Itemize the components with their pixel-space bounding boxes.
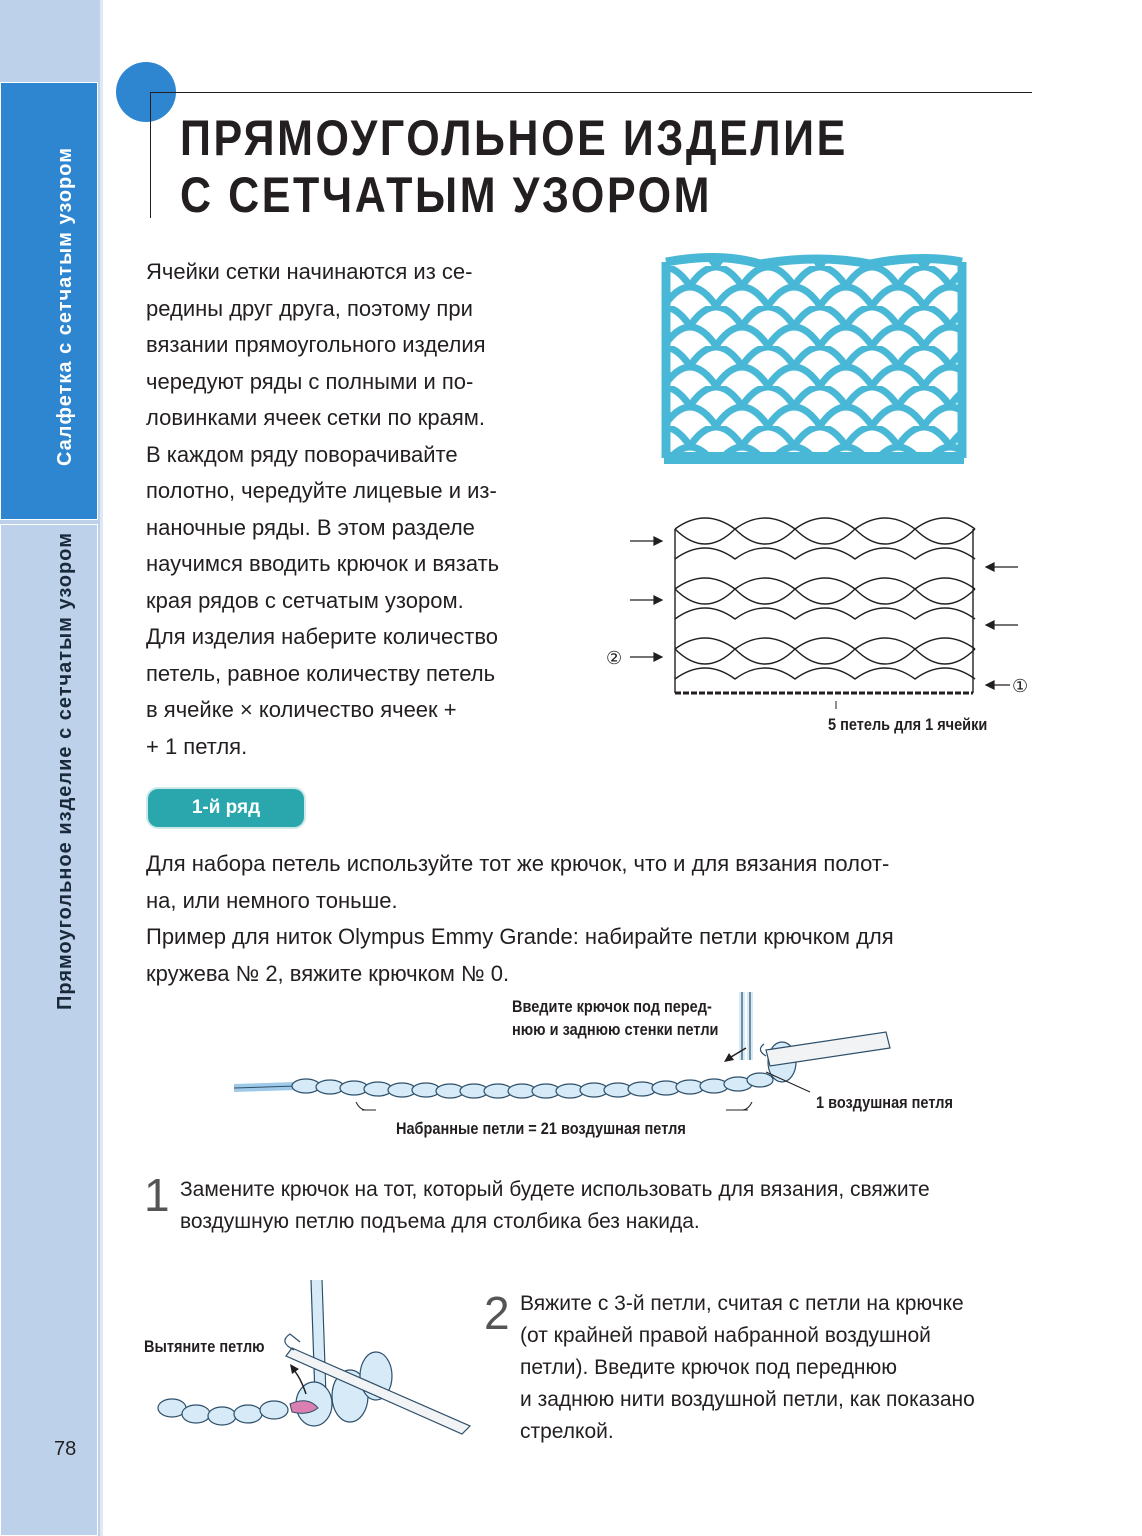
chart-marker-row-2: ②	[606, 648, 623, 669]
section-tab-active[interactable]	[0, 82, 98, 520]
step-2-number: 2	[484, 1287, 510, 1339]
section-tab-current[interactable]	[0, 524, 98, 1536]
intro-line: края рядов с сетчатым узором.	[146, 587, 464, 613]
label-one-chain: 1 воздушная петля	[816, 1094, 953, 1112]
section-tab-label-bottom: Прямоугольное изделие с сетчатым узором	[54, 531, 76, 1010]
row-1-line: на, или немного тоньше.	[146, 887, 398, 913]
intro-line: чередуют ряды с полными и по-	[146, 368, 474, 394]
row-1-paragraph	[146, 846, 1046, 992]
chain-stitches	[292, 1073, 773, 1098]
header-vertical-rule	[150, 92, 151, 218]
pull-loop-illustration	[150, 1276, 485, 1466]
step-1-text	[180, 1174, 1060, 1238]
step-1-line: Замените крючок на тот, который будете использовать для вязания, свяжите	[180, 1178, 930, 1201]
step-2-line: петли). Введите крючок под переднюю	[520, 1356, 897, 1379]
mesh-swatch-image	[660, 252, 970, 470]
row-1-line: Для набора петель используйте тот же крючок, что и для вязания полот-	[146, 851, 890, 876]
step-2-text	[520, 1288, 1060, 1448]
step-2-line: Вяжите с 3-й петли, считая с петли на крючке	[520, 1292, 964, 1315]
step-2-line: стрелкой.	[520, 1420, 614, 1443]
intro-line: наночные ряды. В этом разделе	[146, 514, 475, 540]
crochet-symbol-chart	[600, 505, 1040, 710]
intro-line: научимся вводить крючок и вязать	[146, 551, 500, 576]
margin-divider	[100, 0, 103, 1536]
label-insert-hook-1: Введите крючок под перед-	[512, 998, 712, 1016]
header-horizontal-rule	[150, 92, 1032, 93]
intro-line: вязании прямоугольного изделия	[146, 332, 486, 357]
row-1-line: Пример для ниток Olympus Emmy Grande: набирайте петли крючком для	[146, 924, 894, 949]
label-total-chain: Набранные петли = 21 воздушная петля	[396, 1120, 686, 1138]
section-tab-label-top: Салфетка с сетчатым узором	[54, 147, 76, 466]
intro-line: Для изделия наберите количество	[146, 624, 499, 649]
chart-marker-row-1: ①	[1012, 676, 1029, 697]
intro-line: ловинками ячеек сетки по краям.	[146, 405, 486, 430]
chart-arc-rows	[675, 518, 975, 679]
page-number: 78	[54, 1438, 77, 1460]
step-1-number: 1	[144, 1169, 170, 1221]
intro-line: В каждом ряду поворачивайте	[146, 441, 458, 467]
row-1-badge: 1-й ряд	[148, 789, 304, 827]
row-1-line: кружева № 2, вяжите крючком № 0.	[146, 960, 510, 986]
intro-line: полотно, чередуйте лицевые и из-	[146, 478, 497, 503]
chart-caption: 5 петель для 1 ячейки	[828, 716, 988, 734]
step-2-line: и заднюю нити воздушной петли, как показано	[520, 1388, 975, 1411]
step-2-line: (от крайней правой набранной воздушной	[520, 1324, 931, 1347]
page-title-line-1: ПРЯМОУГОЛЬНОЕ ИЗДЕЛИЕ	[180, 110, 848, 166]
pull-loop-chain	[158, 1352, 392, 1426]
intro-line: Ячейки сетки начинаются из се-	[146, 259, 473, 284]
label-pull-loop: Вытяните петлю	[144, 1338, 265, 1356]
intro-line: в ячейке × количество ячеек +	[146, 697, 457, 722]
intro-line: редины друг друга, поэтому при	[146, 295, 473, 321]
label-insert-hook-2: нюю и заднюю стенки петли	[512, 1021, 719, 1039]
page-title-line-2: С СЕТЧАТЫМ УЗОРОМ	[180, 167, 713, 223]
intro-line: + 1 петля.	[146, 733, 248, 759]
page-title	[180, 110, 911, 224]
intro-line: петель, равное количеству петель	[146, 660, 496, 686]
intro-paragraph	[146, 254, 606, 765]
step-1-line: воздушную петлю подъема для столбика без накида.	[180, 1210, 700, 1233]
